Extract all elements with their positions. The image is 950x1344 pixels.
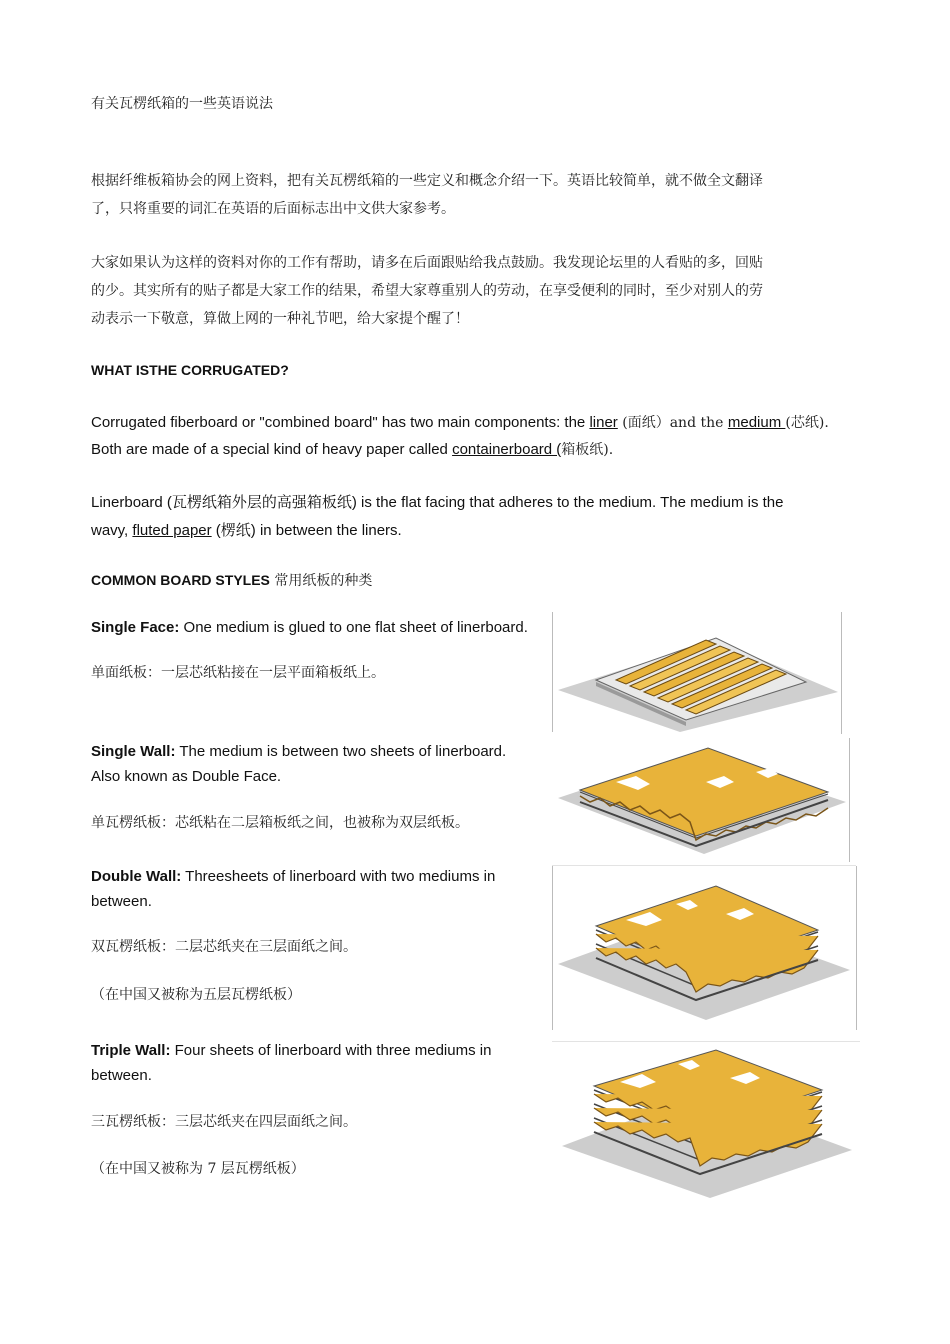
single-wall-line1 [91, 738, 506, 765]
single-face-cn: 单面纸板：一层芯纸粘接在一层平面箱板纸上。 [91, 665, 385, 681]
para1-text-c: (芯纸). [785, 415, 829, 431]
para2-text-c: (楞纸) in between the liners. [211, 522, 402, 539]
single-wall-cn: 单瓦楞纸板：芯纸粘在二层箱板纸之间，也被称为双层纸板。 [91, 815, 469, 831]
containerboard-link[interactable]: containerboard ( [452, 441, 562, 458]
corrugated-para1-line2 [91, 436, 613, 464]
corrugated-para2-line2 [91, 517, 402, 544]
figure-frame-right-3 [856, 866, 857, 1030]
single-wall-desc: The medium is between two sheets of linerboard. [175, 743, 507, 760]
single-face-line1 [91, 614, 528, 641]
double-wall-illustration [556, 874, 852, 1026]
page-title: 有关瓦楞纸箱的一些英语说法 [91, 96, 273, 112]
figure-frame-left-3 [552, 866, 553, 1030]
top-liner [580, 748, 828, 836]
para1-text-b: (面纸）and the [617, 415, 728, 431]
section-heading-board-styles [91, 567, 372, 595]
figure-frame-top-4 [552, 1041, 860, 1042]
double-wall-cn: 双瓦楞纸板：二层芯纸夹在三层面纸之间。 [91, 939, 357, 955]
intro-p1-line2: 了，只将重要的词汇在英语的后面标志出中文供大家参考。 [91, 201, 455, 217]
triple-wall-name: Triple Wall: [91, 1042, 171, 1059]
figure-frame-top-3 [552, 865, 856, 866]
double-wall-line1 [91, 863, 495, 890]
single-face-illustration [556, 620, 840, 736]
figure-frame-right-2 [849, 738, 850, 862]
medium-link[interactable]: medium [727, 414, 786, 431]
double-wall-cn-note: （在中国又被称为五层瓦楞纸板） [91, 987, 301, 1003]
board-styles-heading-cn: 常用纸板的种类 [269, 573, 373, 589]
double-wall-name: Double Wall: [91, 868, 182, 885]
triple-wall-line2: between. [91, 1067, 152, 1084]
single-face-desc: One medium is glued to one flat sheet of linerboard. [179, 619, 528, 636]
para2-text-b: wavy, [91, 522, 133, 539]
triple-wall-cn-note: （在中国又被称为 7 层瓦楞纸板） [91, 1161, 305, 1177]
intro-p2-line3: 动表示一下敬意，算做上网的一种礼节吧，给大家提个醒了！ [91, 311, 469, 327]
para1-text-d: Both are made of a special kind of heavy paper called [91, 441, 453, 458]
para1-text-e: 箱板纸). [561, 442, 614, 458]
single-wall-line2: Also known as Double Face. [91, 768, 282, 785]
fluted-paper-link[interactable]: fluted paper [132, 522, 212, 539]
intro-p2-line2: 的少。其实所有的贴子都是大家工作的结果，希望大家尊重别人的劳动，在享受便利的同时，至少对别人的劳 [91, 283, 763, 299]
triple-wall-illustration [560, 1046, 854, 1202]
single-face-name: Single Face: [91, 619, 180, 636]
double-wall-desc: Threesheets of linerboard with two mediums in [181, 868, 496, 885]
double-wall-line2: between. [91, 893, 152, 910]
corrugated-para1-line1 [91, 409, 829, 437]
triple-wall-cn: 三瓦楞纸板：三层芯纸夹在四层面纸之间。 [91, 1114, 357, 1130]
single-wall-illustration [556, 742, 848, 860]
single-wall-name: Single Wall: [91, 743, 176, 760]
section-heading-corrugated: WHAT ISTHE CORRUGATED? [91, 362, 289, 378]
intro-p1-line1: 根据纤维板箱协会的网上资料，把有关瓦楞纸箱的一些定义和概念介绍一下。英语比较简单，就不做全文翻译 [91, 173, 763, 189]
para1-text-a: Corrugated fiberboard or "combined board" has two main components: the [91, 414, 590, 431]
intro-p2-line1: 大家如果认为这样的资料对你的工作有帮助，请多在后面跟贴给我点鼓励。我发现论坛里的人看贴的多，回贴 [91, 255, 763, 271]
triple-wall-line1 [91, 1037, 491, 1064]
figure-frame-right-1 [841, 612, 842, 734]
board-styles-heading-en: COMMON BOARD STYLES [91, 572, 270, 588]
triple-wall-desc: Four sheets of linerboard with three mediums in [170, 1042, 492, 1059]
liner-link[interactable]: liner [589, 414, 618, 431]
corrugated-para2-line1: Linerboard (瓦楞纸箱外层的高强箱板纸) is the flat facing that adheres to the medium. The medium is the [91, 494, 784, 511]
figure-frame-left-1 [552, 612, 553, 732]
